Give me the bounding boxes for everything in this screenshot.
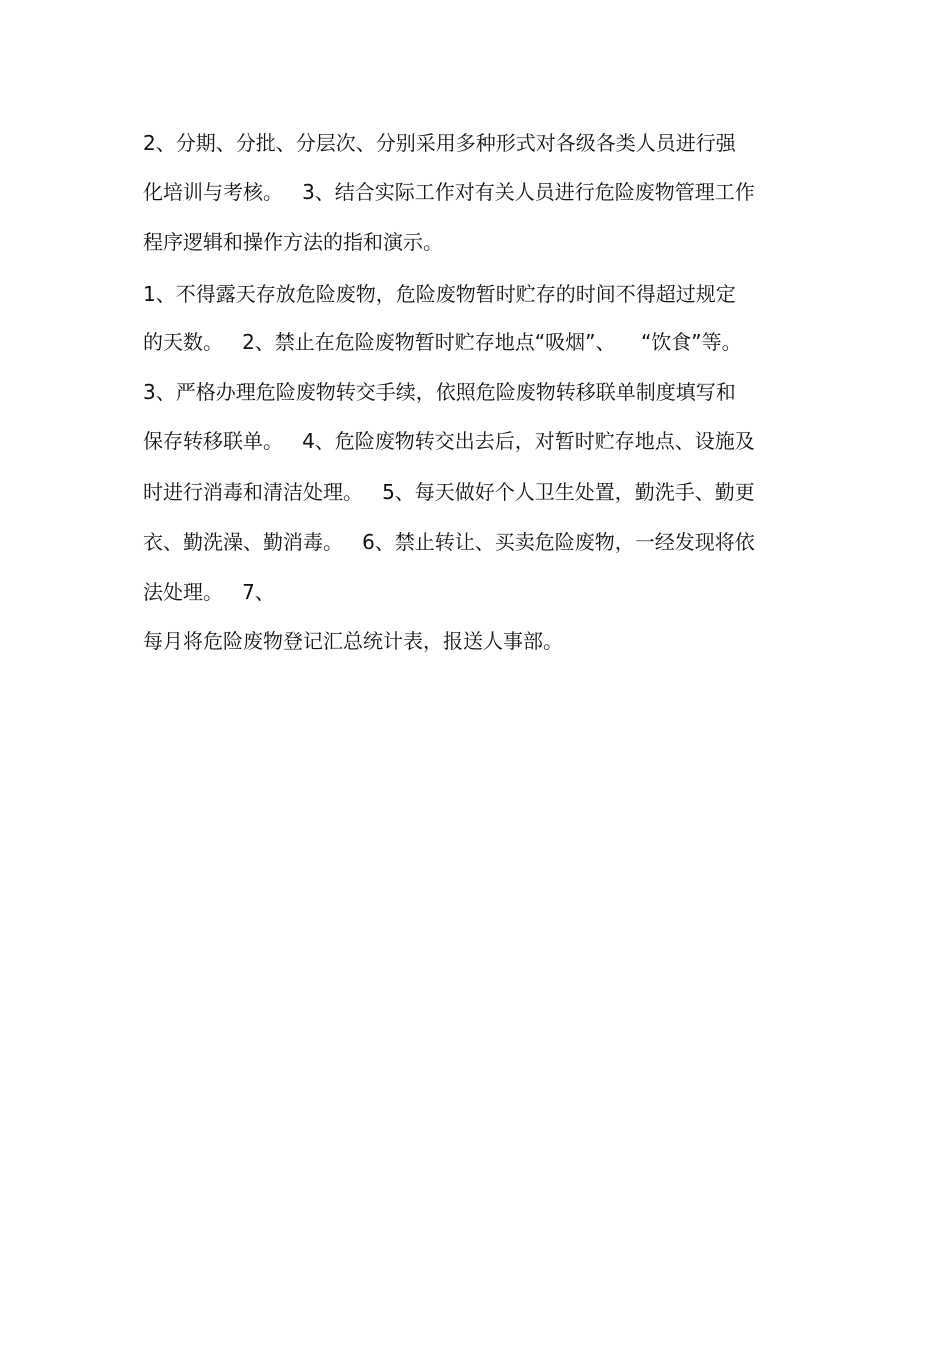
text-line-4: 1、不得露天存放危险废物，危险废物暂时贮存的时间不得超过规定 (143, 282, 736, 306)
text-line-5: 的天数。 2、禁止在危险废物暂时贮存地点“吸烟”、 “饮食”等。 (143, 330, 742, 354)
text-line-2: 化培训与考核。 3、结合实际工作对有关人员进行危险废物管理工作 (143, 180, 755, 204)
text-line-1: 2、分期、分批、分层次、分别采用多种形式对各级各类人员进行强 (143, 131, 736, 155)
text-line-7: 保存转移联单。 4、危险废物转交出去后，对暂时贮存地点、设施及 (143, 429, 755, 453)
text-line-6: 3、严格办理危险废物转交手续，依照危险废物转移联单制度填写和 (143, 380, 736, 404)
text-line-10: 法处理。 7、 (143, 580, 275, 604)
text-line-3: 程序逻辑和操作方法的指和演示。 (143, 230, 443, 254)
text-line-8: 时进行消毒和清洁处理。 5、每天做好个人卫生处置，勤洗手、勤更 (143, 480, 755, 504)
text-line-11: 每月将危险废物登记汇总统计表，报送人事部。 (143, 629, 563, 653)
text-line-9: 衣、勤洗澡、勤消毒。 6、禁止转让、买卖危险废物，一经发现将依 (143, 530, 755, 554)
